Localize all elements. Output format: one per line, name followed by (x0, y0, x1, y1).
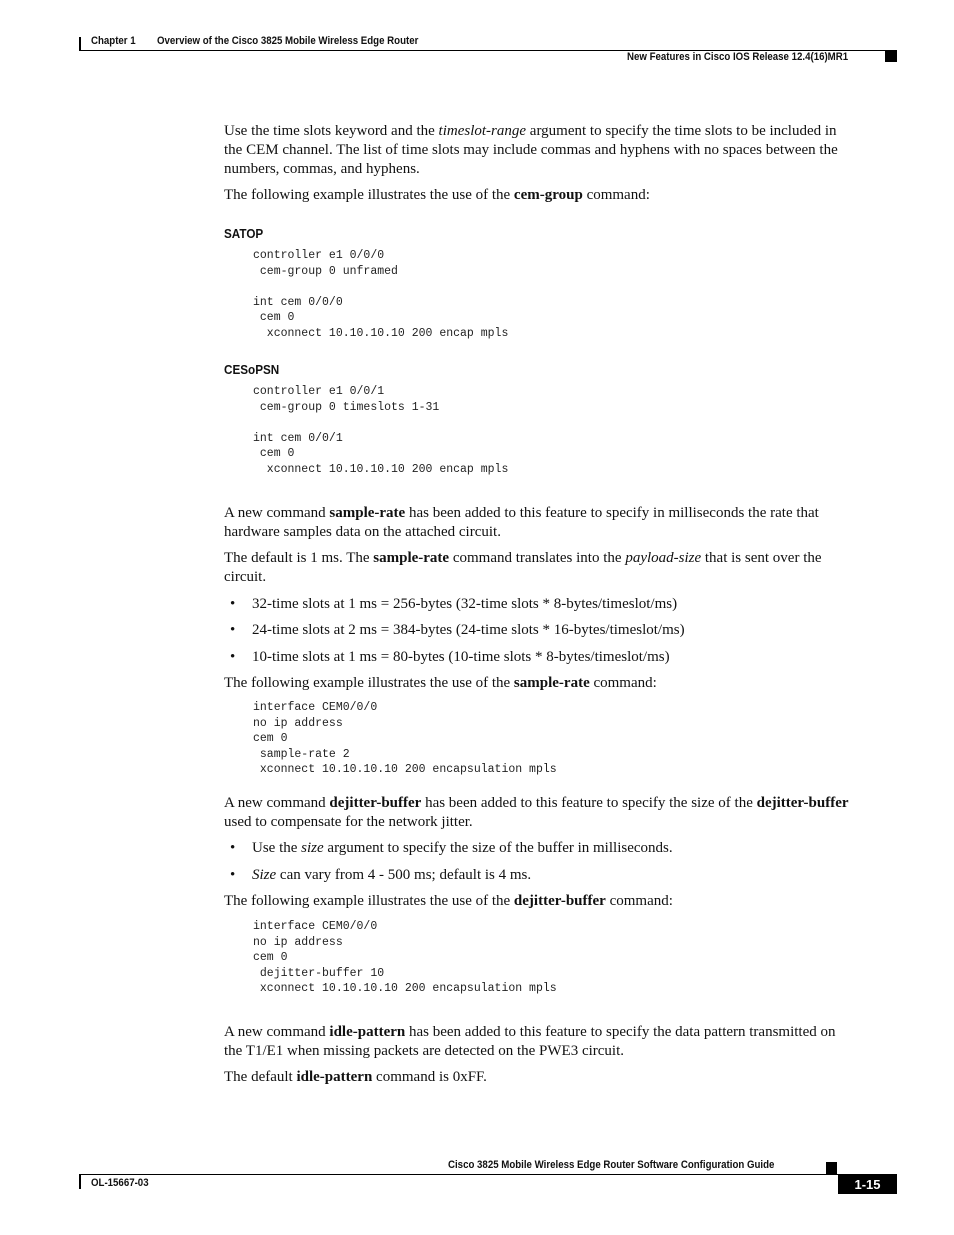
paragraph-sample-rate (224, 504, 896, 542)
bullet-text: 24-time slots at 2 ms = 384-bytes (24-time slots * 16-bytes/timeslot/ms) (252, 622, 685, 638)
footer-black-box (826, 1162, 837, 1174)
p4-text-c: command translates into the (449, 550, 626, 566)
p9-text-a: The default (224, 1069, 297, 1085)
p8-line2: the T1/E1 when missing packets are detected on the PWE3 circuit. (224, 1043, 625, 1059)
code-dejitter-buffer: interface CEM0/0/0 no ip address cem 0 dejitter-buffer 10 xconnect 10.10.10.10 200 encapsulation mpls (253, 920, 557, 996)
p7-text-c: command: (605, 893, 673, 909)
p2-text-c: command: (582, 187, 650, 203)
bullet-dot: • (230, 867, 236, 883)
footer-left-rule (79, 1175, 81, 1189)
p5-text-c: command: (589, 675, 657, 691)
bullet-text: 32-time slots at 1 ms = 256-bytes (32-time slots * 8-bytes/timeslot/ms) (252, 596, 678, 612)
header-left-rule (79, 37, 81, 51)
bullet-text (252, 839, 673, 858)
paragraph-dejitter-example (224, 892, 896, 911)
p1-line3: numbers, commas, and hyphens. (224, 161, 420, 177)
p3-bold: sample-rate (329, 505, 406, 521)
header-chapter: Chapter 1 (91, 35, 136, 47)
header-black-box (885, 51, 897, 62)
paragraph-dejitter-buffer (224, 794, 896, 832)
p1-line2: the CEM channel. The list of time slots may include commas and hyphens with no spaces between the (224, 142, 838, 158)
paragraph-timeslots (224, 122, 896, 179)
p3-text-a: A new command (224, 505, 330, 521)
p8-bold: idle-pattern (329, 1024, 406, 1040)
b2a-text-a: Use the (252, 840, 302, 856)
p7-bold: dejitter-buffer (513, 893, 606, 909)
p1-text-b: argument to specify the time slots to be included in (526, 123, 837, 139)
page-number: 1-15 (838, 1175, 897, 1194)
p8-text-a: A new command (224, 1024, 330, 1040)
p5-text-a: The following example illustrates the use of the (224, 675, 514, 691)
header-chapter-title: Overview of the Cisco 3825 Mobile Wireless Edge Router (157, 35, 419, 47)
p8-text-c: has been added to this feature to specify the data pattern transmitted on (405, 1024, 836, 1040)
code-sample-rate: interface CEM0/0/0 no ip address cem 0 sample-rate 2 xconnect 10.10.10.10 200 encapsulation mpls (253, 701, 557, 777)
bullet-dot: • (230, 596, 236, 612)
p5-bold: sample-rate (513, 675, 590, 691)
bullet-text: 10-time slots at 1 ms = 80-bytes (10-time slots * 8-bytes/timeslot/ms) (252, 649, 670, 665)
code-cesopsn: controller e1 0/0/1 cem-group 0 timeslots 1-31 int cem 0/0/1 cem 0 xconnect 10.10.10.10 200 encap mpls (253, 385, 509, 476)
paragraph-sample-rate-example (224, 674, 896, 693)
p3-text-c: has been added to this feature to specify in milliseconds the rate that (405, 505, 819, 521)
paragraph-idle-pattern (224, 1023, 896, 1061)
p9-text-c: command is 0xFF. (372, 1069, 487, 1085)
p6-bold: dejitter-buffer (329, 795, 422, 811)
bullet-dot: • (230, 622, 236, 638)
header-section-text: New Features in Cisco IOS Release 12.4(16)MR1 (627, 51, 849, 63)
heading-satop: SATOP (224, 226, 264, 241)
p6-text-a: A new command (224, 795, 330, 811)
p1-text-a: Use the time slots keyword and the (224, 123, 439, 139)
b2a-text-b: argument to specify the size of the buffer in milliseconds. (323, 840, 673, 856)
b2b-text-a: can vary from 4 - 500 ms; default is 4 ms. (276, 867, 532, 883)
p4-text-a: The default is 1 ms. The (224, 550, 374, 566)
bullet-dot: • (230, 840, 236, 856)
p6-line2: used to compensate for the network jitter. (224, 814, 473, 830)
p3-line2: hardware samples data on the attached circuit. (224, 524, 501, 540)
p6-text-c: has been added to this feature to specify the size of the (421, 795, 757, 811)
p9-bold: idle-pattern (296, 1069, 373, 1085)
b2b-italic: Size (252, 867, 277, 883)
b2a-italic: size (301, 840, 324, 856)
p4-text-d: that is sent over the (701, 550, 822, 566)
p4-line2: circuit. (224, 569, 267, 585)
paragraph-idle-pattern-default (224, 1068, 896, 1087)
footer-guide-title: Cisco 3825 Mobile Wireless Edge Router Software Configuration Guide (448, 1159, 775, 1171)
p6-bold-2: dejitter-buffer (756, 795, 849, 811)
p7-text-a: The following example illustrates the use of the (224, 893, 514, 909)
footer-doc-number: OL-15667-03 (91, 1177, 149, 1189)
bullet-text (252, 866, 531, 885)
p4-italic: payload-size (625, 550, 702, 566)
p4-bold: sample-rate (373, 550, 450, 566)
paragraph-cem-group-example (224, 186, 896, 205)
paragraph-default-sample-rate (224, 549, 896, 587)
heading-cesopsn: CESoPSN (224, 362, 280, 377)
bullet-dot: • (230, 649, 236, 665)
header-section (627, 51, 848, 63)
p1-italic: timeslot-range (438, 123, 527, 139)
code-satop: controller e1 0/0/0 cem-group 0 unframed int cem 0/0/0 cem 0 xconnect 10.10.10.10 200 encap mpls (253, 249, 509, 340)
p2-text-a: The following example illustrates the use of the (224, 187, 514, 203)
p2-bold: cem-group (513, 187, 583, 203)
footer-rule (79, 1174, 897, 1175)
